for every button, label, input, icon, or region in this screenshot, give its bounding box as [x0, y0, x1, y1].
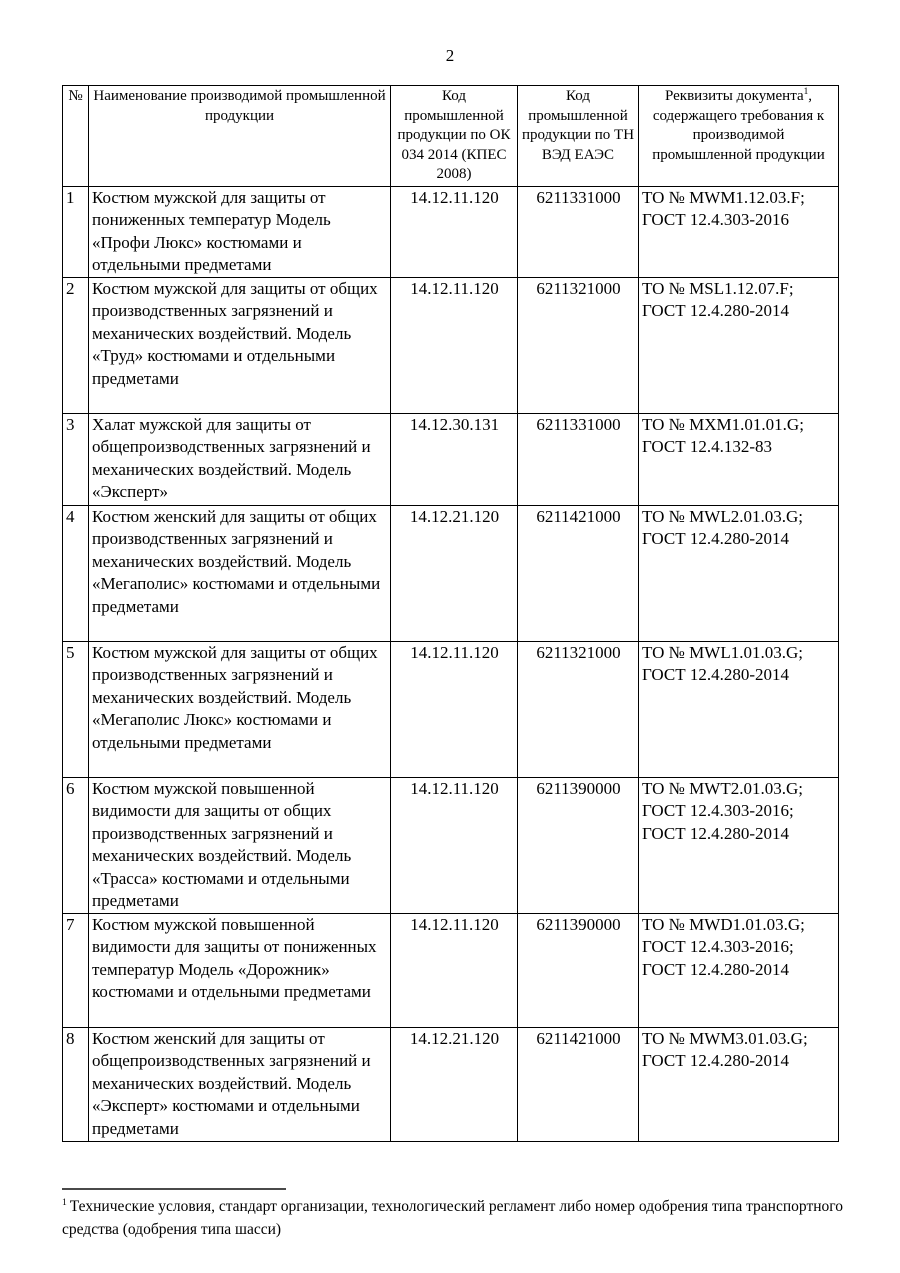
footnote-divider: [62, 1188, 286, 1190]
table-row: [63, 186, 839, 277]
code-tnved: 6211321000: [518, 641, 639, 777]
product-name: Халат мужской для защиты от общепроизводственных загрязнений и механических воздействий. Модель «Эксперт»: [89, 413, 391, 505]
table-row: [63, 641, 839, 777]
code-okpd: 14.12.11.120: [391, 777, 518, 913]
document-requisites: [639, 1027, 839, 1141]
document-requisites: [639, 641, 839, 777]
document-requisites: [639, 505, 839, 641]
doc-line: ТО № MXM1.01.01.G;: [642, 414, 804, 434]
code-tnved: 6211321000: [518, 277, 639, 413]
row-number: 2: [63, 277, 89, 413]
page-number: 2: [445, 46, 455, 65]
doc-line: ТО № MWL2.01.03.G;: [642, 506, 803, 526]
code-tnved: 6211421000: [518, 505, 639, 641]
doc-line: ГОСТ 12.4.280-2014: [642, 1051, 790, 1070]
document-requisites: [639, 913, 839, 1027]
table-row: [63, 777, 839, 913]
header-document-requisites: [639, 86, 839, 187]
header-doc-text-cont: , содержащего требования к производимой промышленной продукции: [652, 88, 825, 163]
document-requisites: [639, 777, 839, 913]
doc-line: ГОСТ 12.4.303-2016;: [642, 801, 794, 820]
code-tnved: 6211390000: [518, 777, 639, 913]
row-number: 3: [63, 413, 89, 505]
doc-line: ТО № MWM3.01.03.G;: [642, 1028, 808, 1048]
doc-line: ГОСТ 12.4.280-2014: [642, 301, 790, 320]
code-okpd: 14.12.30.131: [391, 413, 518, 505]
product-name: Костюм женский для защиты от общепроизводственных загрязнений и механических воздействий. Модель «Эксперт» костюмами и отдельными предметами: [89, 1027, 391, 1141]
row-number: 1: [63, 186, 89, 277]
row-number: 6: [63, 777, 89, 913]
footnote-marker: 1: [62, 1196, 67, 1208]
doc-line: ТО № MWT2.01.03.G;: [642, 778, 803, 798]
header-num: №: [63, 86, 89, 187]
footnote-marker-ref: 1: [803, 87, 809, 97]
footnote: [62, 1188, 877, 1241]
product-name: Костюм мужской повышенной видимости для защиты от общих производственных загрязнений и механических воздействий. Модель «Трасса» костюмами и отдельными предметами: [89, 777, 391, 913]
row-number: 4: [63, 505, 89, 641]
row-number: 5: [63, 641, 89, 777]
table-row: [63, 277, 839, 413]
document-requisites: [639, 413, 839, 505]
product-name: Костюм женский для защиты от общих производственных загрязнений и механических воздействий. Модель «Мегаполис» костюмами и отдельными предметами: [89, 505, 391, 641]
table-row: [63, 913, 839, 1027]
code-okpd: 14.12.11.120: [391, 641, 518, 777]
product-name: Костюм мужской для защиты от общих производственных загрязнений и механических воздействий. Модель «Труд» костюмами и отдельными предметами: [89, 277, 391, 413]
code-okpd: 14.12.21.120: [391, 1027, 518, 1141]
code-tnved: 6211390000: [518, 913, 639, 1027]
doc-line: ГОСТ 12.4.303-2016;: [642, 937, 794, 956]
doc-line: ТО № MWL1.01.03.G;: [642, 642, 803, 662]
table-row: [63, 413, 839, 505]
code-tnved: 6211331000: [518, 186, 639, 277]
doc-line: ГОСТ 12.4.280-2014: [642, 823, 790, 843]
footnote-text: [62, 1195, 877, 1241]
doc-line: ГОСТ 12.4.280-2014: [642, 529, 790, 548]
code-okpd: 14.12.21.120: [391, 505, 518, 641]
product-name: Костюм мужской повышенной видимости для защиты от пониженных температур Модель «Дорожник» костюмами и отдельными предметами: [89, 913, 391, 1027]
product-name: Костюм мужской для защиты от общих производственных загрязнений и механических воздействий. Модель «Мегаполис Люкс» костюмами и отдельными предметами: [89, 641, 391, 777]
product-name: Костюм мужской для защиты от пониженных температур Модель «Профи Люкс» костюмами и отдельными предметами: [89, 186, 391, 277]
header-doc-text: Реквизиты документа: [664, 88, 804, 104]
header-product-name: Наименование производимой промышленной продукции: [89, 86, 391, 187]
table-row: [63, 505, 839, 641]
table-row: [63, 1027, 839, 1141]
header-code-okpd: Код промышленной продукции по ОК 034 2014 (КПЕС 2008): [391, 86, 518, 187]
code-okpd: 14.12.11.120: [391, 186, 518, 277]
doc-line: ТО № MWM1.12.03.F;: [642, 187, 805, 207]
row-number: 7: [63, 913, 89, 1027]
table-header-row: [63, 86, 839, 187]
header-code-tnved: Код промышленной продукции по ТН ВЭД ЕАЭС: [518, 86, 639, 187]
doc-line: ТО № MWD1.01.03.G;: [642, 914, 805, 934]
document-requisites: [639, 277, 839, 413]
code-tnved: 6211331000: [518, 413, 639, 505]
doc-line: ГОСТ 12.4.280-2014: [642, 959, 790, 979]
code-okpd: 14.12.11.120: [391, 277, 518, 413]
document-requisites: [639, 186, 839, 277]
doc-line: ГОСТ 12.4.280-2014: [642, 665, 790, 684]
doc-line: ТО № MSL1.12.07.F;: [642, 278, 794, 298]
row-number: 8: [63, 1027, 89, 1141]
code-tnved: 6211421000: [518, 1027, 639, 1141]
doc-line: ГОСТ 12.4.303-2016: [642, 210, 790, 229]
code-okpd: 14.12.11.120: [391, 913, 518, 1027]
footnote-body: Технические условия, стандарт организации, технологический регламент либо номер одобрения типа транспортного средства (одобрения типа шасси): [62, 1198, 843, 1238]
doc-line: ГОСТ 12.4.132-83: [642, 437, 773, 456]
product-registry-table: [62, 85, 839, 1142]
